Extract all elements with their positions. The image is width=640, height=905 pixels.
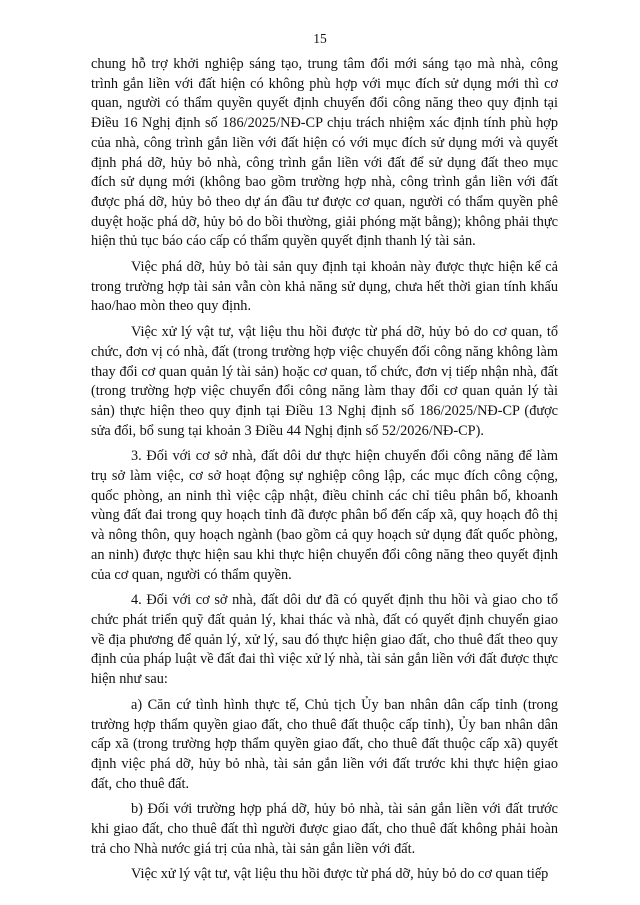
paragraph: Việc xử lý vật tư, vật liệu thu hồi được từ phá dỡ, hủy bỏ do cơ quan, tổ chức, đơn vị có nhà, đất (trong trường hợp việc chuyển đổi công năng không làm thay đổi cơ quan quản lý tài sản) hoặc cơ quan, tổ chức, đơn vị tiếp nhận nhà, đất (trong trường hợp việc chuyển đổi công năng làm thay đổi cơ quan quản lý tài sản) thực hiện theo quy định tại Điều 13 Nghị định số 186/2025/NĐ-CP (được sửa đổi, bổ sung tại khoản 3 Điều 44 Nghị định số 52/2026/NĐ-CP). xyxy=(91,324,558,439)
page-number: 15 xyxy=(313,31,327,46)
paragraph: Việc phá dỡ, hủy bỏ tài sản quy định tại khoản này được thực hiện kể cả trong trường hợp tài sản vẫn còn khả năng sử dụng, chưa hết thời gian tính khấu hao/hao mòn theo quy định. xyxy=(91,259,558,315)
paragraph: Việc xử lý vật tư, vật liệu thu hồi được từ phá dỡ, hủy bỏ do cơ quan tiếp xyxy=(131,866,549,883)
paragraph-clause-3: 3. Đối với cơ sở nhà, đất dôi dư thực hiện chuyển đổi công năng để làm trụ sở làm việc, cơ sở hoạt động sự nghiệp công lập, các mục đích công cộng, quốc phòng, an ninh thì việc cập nhật, điều chỉnh các chỉ tiêu phân bổ, khoanh vùng đất đai trong quy hoạch tỉnh đã được phân bổ đến cấp xã, quy hoạch đô thị và nông thôn, quy hoạch ngành (bao gồm cả quy hoạch sử dụng đất quốc phòng, an ninh) được thực hiện sau khi thực hiện chuyển đổi công năng theo quyết định của cơ quan, người có thẩm quyền. xyxy=(91,448,558,583)
paragraph-continued: chung hỗ trợ khởi nghiệp sáng tạo, trung tâm đổi mới sáng tạo mà nhà, công trình gắn liền với đất hiện có không phù hợp với mục đích sử dụng mới thì cơ quan, người có thẩm quyền quyết định chuyển đổi công năng theo quy định tại Điều 16 Nghị định số 186/2025/NĐ-CP chịu trách nhiệm xác định tính phù hợp của nhà, công trình gắn liền với đất hiện có với mục đích sử dụng mới và quyết định phá dỡ, hủy bỏ nhà, công trình gắn liền với đất để sử dụng đất theo mục đích sử dụng mới (không bao gồm trường hợp nhà, công trình gắn liền với đất được phá dỡ, hủy bỏ theo dự án đầu tư được cơ quan, người có thẩm quyền phê duyệt hoặc phá dỡ, hủy bỏ do bồi thường, giải phóng mặt bằng); không phải thực hiện thủ tục báo cáo cấp có thẩm quyền quyết định thanh lý tài sản. xyxy=(91,56,558,250)
paragraph-point-b: b) Đối với trường hợp phá dỡ, hủy bỏ nhà, tài sản gắn liền với đất trước khi giao đất, cho thuê đất thì người được giao đất, cho thuê đất không phải hoàn trả cho Nhà nước giá trị của nhà, tài sản gắn liền với đất. xyxy=(91,801,558,857)
paragraph-point-a: a) Căn cứ tình hình thực tế, Chủ tịch Ủy ban nhân dân cấp tỉnh (trong trường hợp thẩm quyền giao đất, cho thuê đất thuộc cấp tỉnh), Ủy ban nhân dân cấp xã (trong trường hợp thẩm quyền giao đất, cho thuê đất thuộc cấp xã) quyết định việc phá dỡ, hủy bỏ nhà, tài sản gắn liền với đất trước khi thực hiện giao đất, cho thuê đất. xyxy=(91,696,558,792)
document-body xyxy=(91,55,558,891)
paragraph-clause-4: 4. Đối với cơ sở nhà, đất dôi dư đã có quyết định thu hồi và giao cho tổ chức phát triển quỹ đất quản lý, khai thác và nhà, đất có quyết định chuyển giao về địa phương để quản lý, xử lý, sau đó thực hiện giao đất, cho thuê đất theo quy định của pháp luật về đất đai thì việc xử lý nhà, tài sản gắn liền với đất được thực hiện như sau: xyxy=(91,592,558,688)
